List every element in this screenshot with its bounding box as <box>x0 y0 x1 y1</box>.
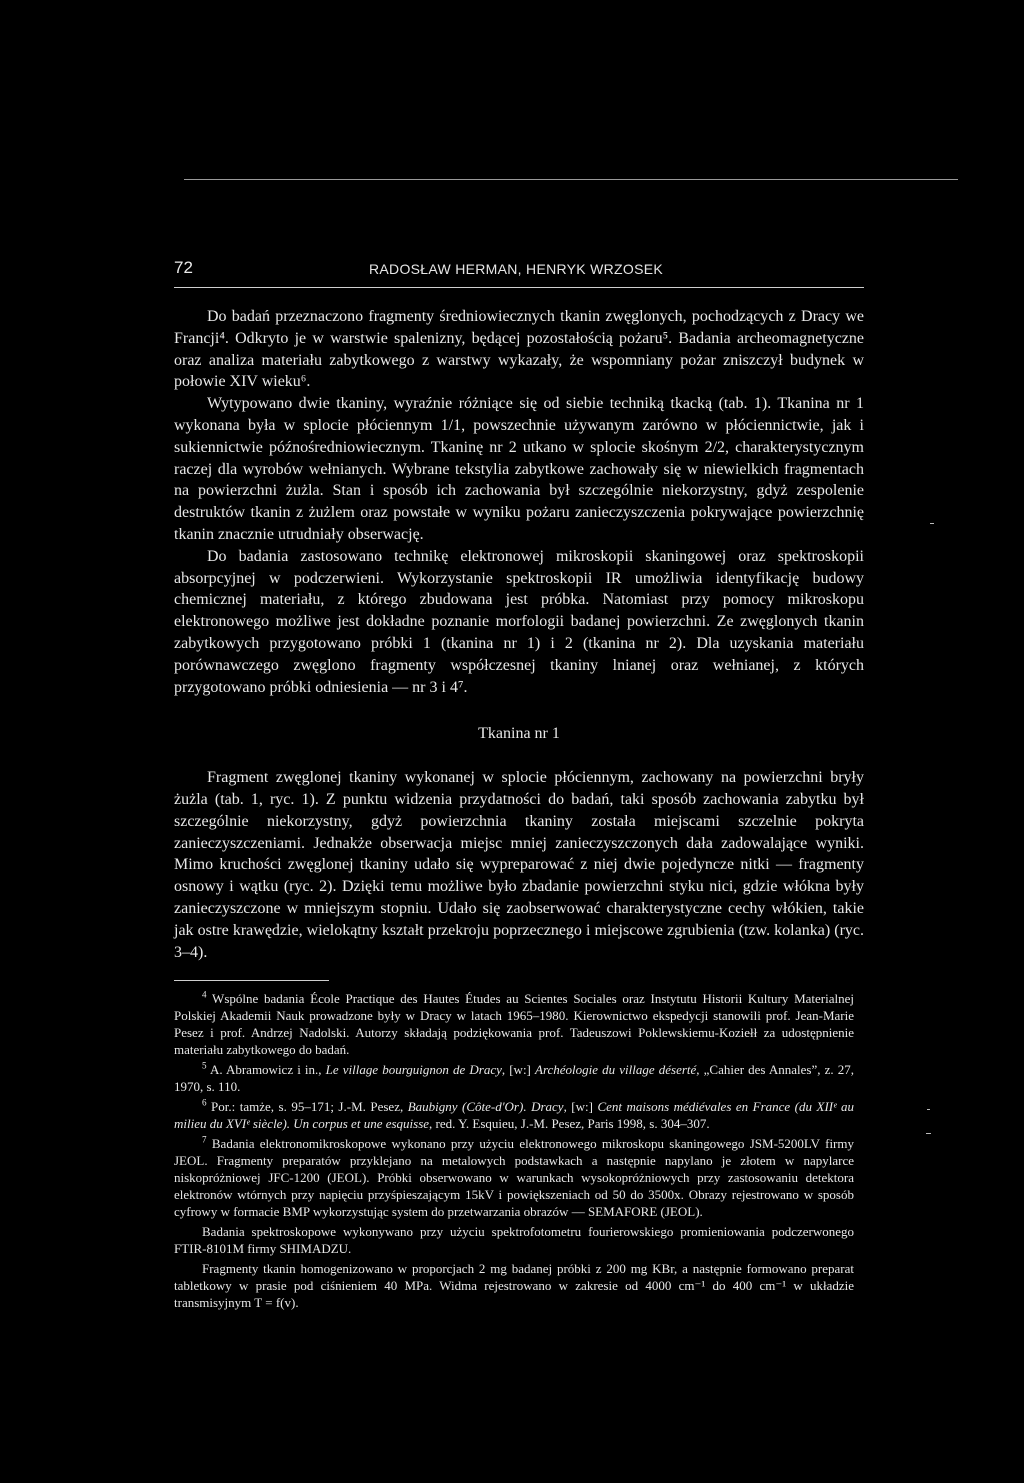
footnote-5-text-b: , [w:] <box>501 1062 531 1077</box>
footnote-5-text-a: A. Abramowicz i in., <box>209 1062 322 1077</box>
footnote-5-title-2: Archéologie du village déserté <box>535 1062 697 1077</box>
footnote-6-mark: 6 <box>202 1097 207 1108</box>
footnote-6-title: Baubigny (Côte-d'Or). Dracy <box>407 1099 564 1114</box>
scan-speck <box>930 523 934 524</box>
footnote-4 <box>174 990 854 1058</box>
footnote-rule <box>174 980 329 981</box>
page-number: 72 <box>174 258 193 277</box>
header-authors: RADOSŁAW HERMAN, HENRYK WRZOSEK <box>369 261 664 277</box>
paragraph-3: Do badania zastosowano technikę elektronowej mikroskopii skaningowej oraz spektroskopii absorpcyjnej w podczerwieni. Wykorzystanie spektroskopii IR umożliwia identyfikację budowy chemicznej materiału, z którego zbudowana jest próbka. Natomiast przy pomocy mikroskopu elektronowego możliwe jest dokładne poznanie morfologii badanej powierzchni. Ze zwęglonych tkanin zabytkowych przygotowano próbki 1 (tkanina nr 1) i 2 (tkanina nr 2). Dla uzyskania materiału porównawczego zwęglono fragmenty współczesnej tkaniny lnianej oraz wełnianej, z których przygotowano próbki odniesienia — nr 3 i 4⁷. <box>174 547 864 696</box>
top-scan-rule <box>184 179 958 180</box>
footnote-7-mark: 7 <box>202 1134 207 1145</box>
footnote-7-text: Badania elektronomikroskopowe wykonano przy użyciu elektronowego mikroskopu skaningowego JSM-5200LV firmy JEOL. Fragmenty preparatów przyklejano na metalowych podstawkach a następnie napylano je złotem w napylarce niskopróżniowej JFC-1200 (JEOL). Próbki obserwowano w warunkach wysokopróżniowych przy zastosowaniu detektora elektronów wtórnych przy napięciu przyśpieszającym 15kV i powiększeniach od 50 do 3500x. Obrazy rejestrowano w sposób cyfrowy w formacie BMP wykorzystując system do przetwarzania obrazów — SEMAFORE (JEOL). <box>174 1136 855 1219</box>
main-text <box>174 306 864 963</box>
footnote-7 <box>174 1135 854 1220</box>
footnote-6-text-c: , red. Y. Esquieu, J.-M. Pesez, Paris 1998, s. 304–307. <box>429 1116 710 1131</box>
footnote-5 <box>174 1061 854 1095</box>
running-head <box>174 258 864 282</box>
footnote-7-continued-1: Badania spektroskopowe wykonywano przy użyciu spektrofotometru fourierowskiego promieniowania podczerwonego FTIR-8101M firmy SHIMADZU. <box>174 1224 854 1256</box>
footnote-4-text: Wspólne badania École Practique des Hautes Études au Scientes Sociales oraz Instytutu Historii Kultury Materialnej Polskiej Akademii Nauk prowadzone były w Dracy w latach 1965–1980. Kierownictwo ekspedycji stanowili prof. Jean-Marie Pesez i prof. Andrzej Nadolski. Autorzy składają podziękowania prof. Tadeuszowi Poklewskiemu-Koziełł za udostępnienie materiału zabytkowego do badań. <box>174 991 855 1057</box>
paragraph-1: Do badań przeznaczono fragmenty średniowiecznych tkanin zwęglonych, pochodzących z Dracy we Francji⁴. Odkryto je w warstwie spalenizny, będącej pozostałością pożaru⁵. Badania archeomagnetyczne oraz analiza materiału zabytkowego z warstwy wykazały, że wspomniany pożar zniszczył budynek w połowie XIV wieku⁶. <box>174 308 864 391</box>
footnotes <box>174 990 854 1314</box>
footnote-5-title: Le village bourguignon de Dracy <box>325 1062 502 1077</box>
footnote-6-title-2: Cent maisons médiévales en France (du XIIᵉ au milieu du XVIᵉ siècle). Un corpus et une esquisse <box>174 1099 855 1131</box>
footnote-6-text-a: Por.: tamże, s. 95–171; J.-M. Pesez, <box>211 1099 404 1114</box>
footnote-5-text-c: , „Cahier des Annales”, z. 27, 1970, s. 110. <box>174 1062 854 1094</box>
scan-speck <box>927 1109 930 1110</box>
paragraph-4: Fragment zwęglonej tkaniny wykonanej w splocie płóciennym, zachowany na powierzchni bryły żużla (tab. 1, ryc. 1). Z punktu widzenia przydatności do badań, taki sposób zachowania zabytku był szczególnie niekorzystny, gdyż powierzchnia tkaniny została miejscami szczelnie pokryta zanieczyszczeniami. Jednakże obserwacja miejsc mniej zanieczyszczonych dała zadowalające wyniki. Mimo kruchości zwęglonej tkaniny udało się wypreparować z niej dwie pojedyncze nitki — fragmenty osnowy i wątku (ryc. 2). Dzięki temu możliwe było zbadanie powierzchni styku nici, gdzie włókna były zanieczyszczone w mniejszym stopniu. Udało się zaobserwować charakterystyczne cechy włókien, takie jak ostre krawędzie, wielokątny kształt przekroju poprzecznego i miejscowe zgrubienia (tzw. kolanka) (ryc. 3–4). <box>174 769 864 961</box>
footnote-7-continued-2: Fragmenty tkanin homogenizowano w proporcjach 2 mg badanej próbki z 200 mg KBr, a następnie formowano preparat tabletkowy w prasie pod ciśnieniem 40 MPa. Widma rejestrowano w zakresie od 4000 cm⁻¹ do 400 cm⁻¹ w układzie transmisyjnym T = f(v). <box>174 1261 854 1310</box>
footnote-6 <box>174 1098 854 1132</box>
header-rule <box>174 287 864 288</box>
footnote-6-text-b: , [w:] <box>563 1099 593 1114</box>
scan-speck <box>926 1133 931 1134</box>
section-title: Tkanina nr 1 <box>478 725 560 743</box>
footnote-4-mark: 4 <box>202 989 207 1000</box>
footnote-5-mark: 5 <box>202 1060 207 1071</box>
paragraph-2: Wytypowano dwie tkaniny, wyraźnie różniące się od siebie techniką tkacką (tab. 1). Tkanina nr 1 wykonana była w splocie płóciennym 1/1, powszechnie używanym zarówno w płóciennictwie, jak i sukiennictwie późnośredniowiecznym. Tkaninę nr 2 utkano w splocie skośnym 2/2, charakterystycznym raczej dla wyrobów wełnianych. Wybrane tekstylia zabytkowe zachowały się w niewielkich fragmentach na powierzchni żużla. Stan i sposób ich zachowania był szczególnie niekorzystny, gdyż zespolenie destruktów tkanin z żużlem oraz powstałe w wyniku pożaru zanieczyszczenia pokrywające powierzchnię tkanin znacznie utrudniały obserwację. <box>174 395 864 543</box>
